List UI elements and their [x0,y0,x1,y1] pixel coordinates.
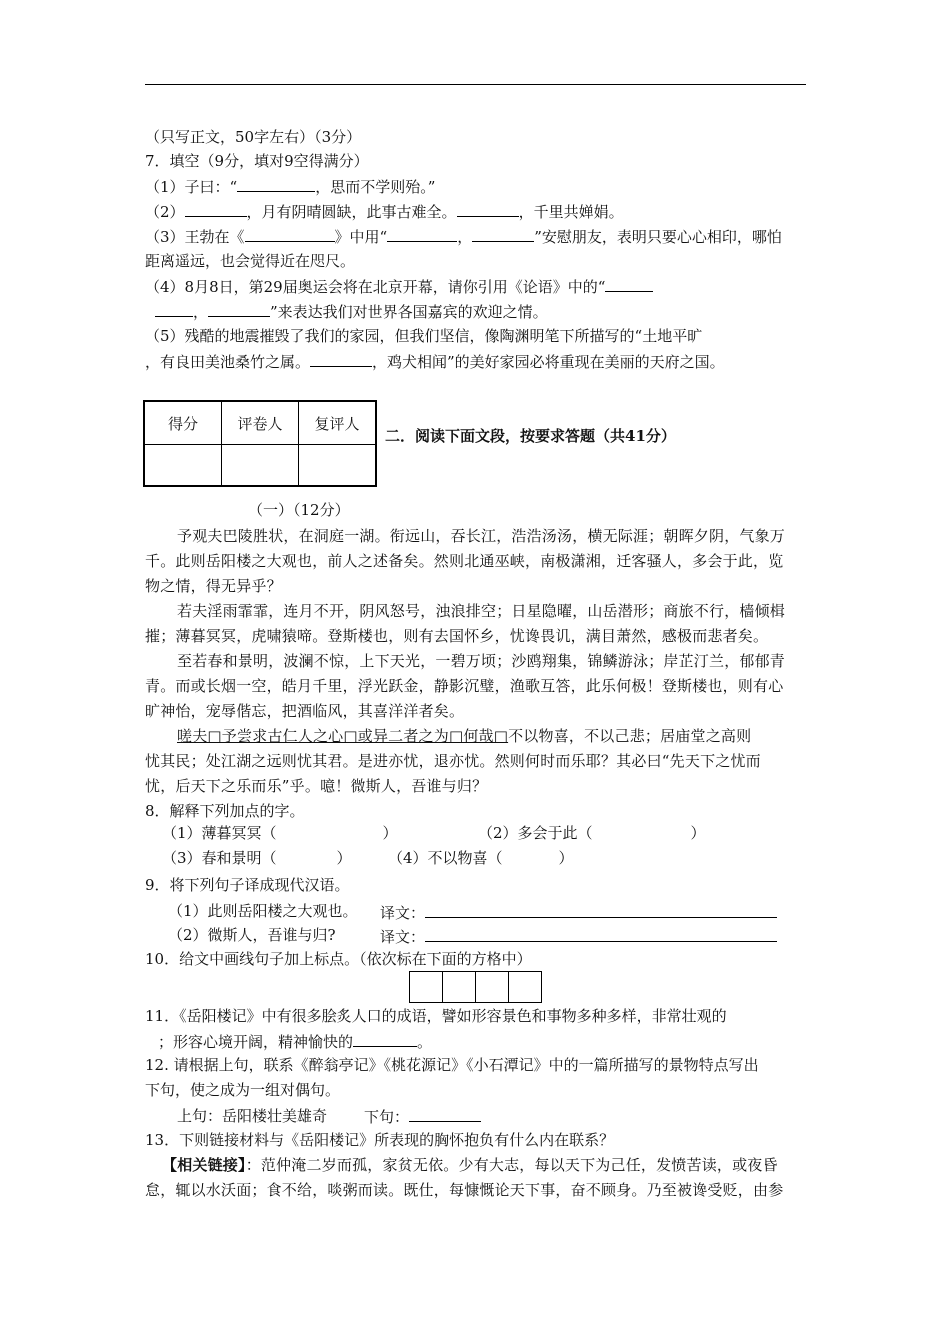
passage-line: 旷神怡，宠辱偕忘，把酒临风，其喜洋洋者矣。 [145,702,465,720]
q8-item-2: （2）多会于此（ ） [478,824,706,842]
q7-item-3: （3）王勃在《 》中用“ ， ”安慰朋友，表明只要心心相印，哪怕 [145,228,782,246]
passage-line: 物之情，得无异乎？ [145,577,282,595]
q11-line-2: ；形容心境开阔，精神愉快的 。 [158,1033,433,1051]
blank[interactable] [310,351,372,367]
q7-item-2: （2） ，月有阴晴圆缺，此事古难全。 ，千里共婵娟。 [145,203,624,221]
q8-item-4: （4）不以物喜（ ） [388,849,574,867]
blank[interactable] [245,226,335,242]
q7-item-5: （5）残酷的地震摧毁了我们的家园，但我们坚信，像陶渊明笔下所描写的“土地平旷 [145,327,703,345]
punctuation-boxes [410,971,542,1003]
section2-title: 二．阅读下面文段，按要求答题（共41分） [385,427,676,445]
blank[interactable] [353,1031,417,1047]
answer-line[interactable] [425,901,777,918]
answer-box[interactable] [508,971,542,1003]
q9-item-2: （2）微斯人，吾谁与归? [168,926,336,944]
answer-box[interactable] [442,971,476,1003]
link-line-1: 【相关链接】：范仲淹二岁而孤，家贫无依。少有大志，每以天下为己任，发愤苦读，或夜昏 [162,1156,778,1174]
q12-line-2: 下句，使之成为一组对偶句。 [145,1081,341,1099]
blank[interactable] [387,226,457,242]
q13-title: 13．下则链接材料与《岳阳楼记》所表现的胸怀抱负有什么内在联系？ [145,1131,615,1149]
score-header: 得分 [144,401,222,445]
q10-title: 10．给文中画线句子加上标点。（依次标在下面的方格中） [145,950,532,968]
q7-title: 7．填空（9分，填对9空得满分） [145,152,369,170]
answer-box[interactable] [475,971,509,1003]
link-label: 【相关链接】 [162,1156,246,1174]
passage-line: 嗟夫□予尝求古仁人之心□或异二者之为□何哉□不以物喜，不以己悲；居庙堂之高则 [177,727,752,745]
score-cell[interactable] [144,445,222,487]
reviewer-cell[interactable] [299,445,377,487]
q12-couplet-down: 下句： [364,1106,481,1127]
q8-item-1: （1）薄暮冥冥（ ） [162,824,398,842]
blank[interactable] [457,201,519,217]
blank[interactable] [472,226,534,242]
q9-answer-2: 译文： [380,925,777,947]
grader-header: 评卷人 [222,401,299,445]
q12-couplet-up: 上句：岳阳楼壮美雄奇 [177,1107,328,1125]
q7-item-1: （1）子曰：“ ，思而不学则殆。” [145,178,436,196]
passage-line: 若夫淫雨霏霏，连月不开，阴风怒号，浊浪排空；日星隐曜，山岳潜形；商旅不行，樯倾楫 [177,602,786,620]
part1-title: （一）（12分） [248,501,350,519]
passage-line: 摧；薄暮冥冥，虎啸猿啼。登斯楼也，则有去国怀乡，忧谗畏讥，满目萧然，感极而悲者矣。 [145,627,769,645]
blank[interactable] [237,176,315,192]
q9-answer-1: 译文： [380,901,777,923]
blank[interactable] [409,1106,481,1122]
q7-item-4: （4）8月8日，第29届奥运会将在北京开幕，请你引用《论语》中的“ [145,276,653,297]
q7-item-3-cont: 距离遥远，也会觉得近在咫尺。 [145,252,356,270]
blank[interactable] [185,201,247,217]
q12-line-1: 12. 请根据上句，联系《醉翁亭记》《桃花源记》《小石潭记》中的一篇所描写的景物特点写出 [145,1056,759,1074]
passage-line: 忧其民；处江湖之远则忧其君。是进亦忧，退亦忧。然则何时而乐耶？其必曰“先天下之忧而 [145,752,761,770]
blank[interactable] [208,301,270,317]
q8-title: 8．解释下列加点的字。 [145,802,305,820]
header-rule [145,84,806,85]
passage-line: 予观夫巴陵胜状，在洞庭一湖。衔远山，吞长江，浩浩汤汤，横无际涯；朝晖夕阴，气象万 [177,527,786,545]
reviewer-header: 复评人 [299,401,377,445]
grader-cell[interactable] [222,445,299,487]
passage-line: 千。此则岳阳楼之大观也，前人之述备矣。然则北通巫峡，南极潇湘，迁客骚人，多会于此，览 [145,552,784,570]
q7-item-5-cont: ，有良田美池桑竹之属。 ，鸡犬相闻”的美好家园必将重现在美丽的天府之国。 [145,353,725,371]
blank[interactable] [605,276,653,292]
link-line-2: 怠，辄以水沃面；食不给，啖粥而读。既仕，每慷慨论天下事，奋不顾身。乃至被谗受贬，由参 [145,1181,784,1199]
blank[interactable] [155,301,193,317]
score-table [143,400,377,487]
q7-item-4-cont: ， ”来表达我们对世界各国嘉宾的欢迎之情。 [145,301,548,322]
intro-note: （只写正文，50字左右）（3分） [145,128,362,146]
answer-line[interactable] [425,925,777,942]
q8-item-3: （3）春和景明（ ） [162,849,352,867]
passage-line: 忧，后天下之乐而乐”乎。噫！微斯人，吾谁与归？ [145,777,488,795]
passage-line: 至若春和景明，波澜不惊，上下天光，一碧万顷；沙鸥翔集，锦鳞游泳；岸芷汀兰，郁郁青 [177,652,786,670]
answer-box[interactable] [409,971,443,1003]
underlined-sentence: 嗟夫□予尝求古仁人之心□或异二者之为□何哉□ [177,727,509,745]
passage-line: 青。而或长烟一空，皓月千里，浮光跃金，静影沉璧，渔歌互答，此乐何极！登斯楼也，则有心 [145,677,784,695]
q11-line-1: 11．《岳阳楼记》中有很多脍炙人口的成语，譬如形容景色和事物多种多样，非常壮观的 [145,1007,727,1025]
q9-item-1: （1）此则岳阳楼之大观也。 [168,902,358,920]
q9-title: 9．将下列句子译成现代汉语。 [145,876,350,894]
